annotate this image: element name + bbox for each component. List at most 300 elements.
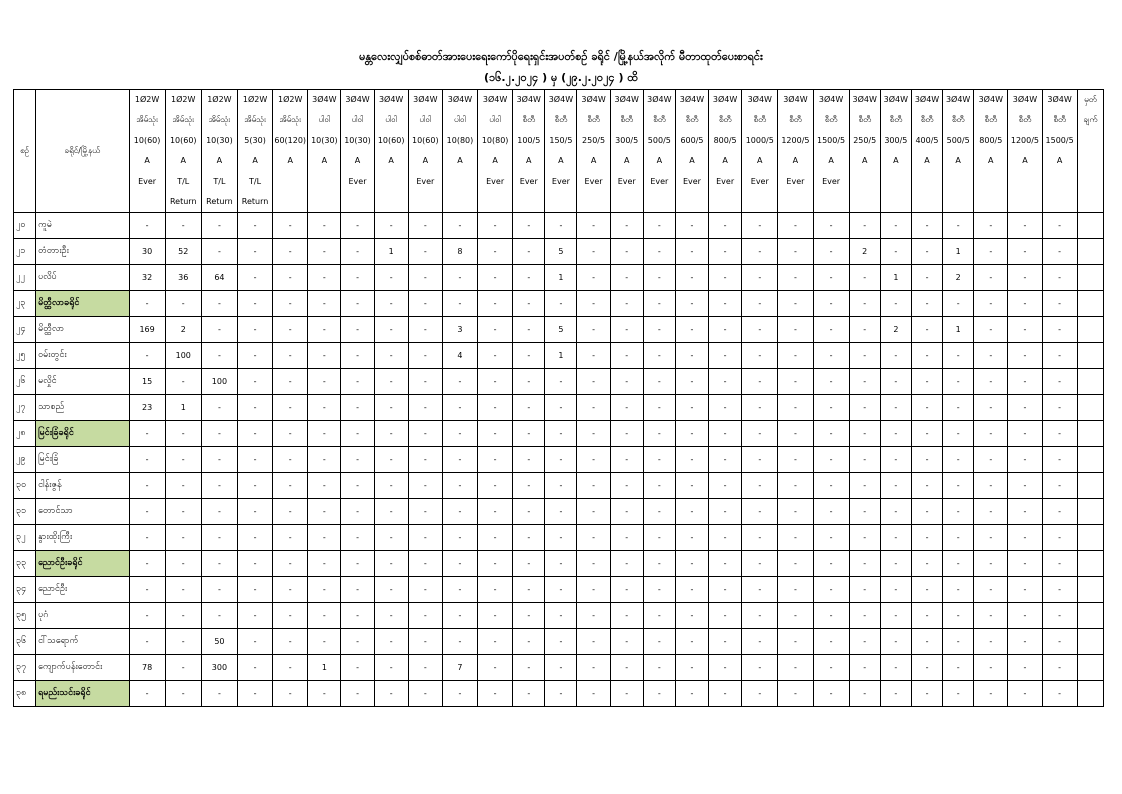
header-line: ပါဝါ xyxy=(385,115,398,125)
value-cell: - xyxy=(201,473,237,499)
value-cell: - xyxy=(442,369,477,395)
header-line: A xyxy=(893,156,899,166)
value-cell: - xyxy=(1042,239,1077,265)
value-cell: - xyxy=(849,629,880,655)
value-cell: - xyxy=(974,395,1008,421)
value-cell: - xyxy=(643,343,675,369)
township-name-cell: ညောင်ဦး xyxy=(36,577,129,603)
value-cell: - xyxy=(849,473,880,499)
value-cell: - xyxy=(880,369,911,395)
value-cell: - xyxy=(129,213,165,239)
serial-no-cell: ၂၉ xyxy=(14,447,36,473)
header-line xyxy=(443,192,477,212)
value-cell: 100 xyxy=(165,343,201,369)
value-cell: - xyxy=(778,525,813,551)
township-row xyxy=(14,603,1104,629)
value-cell: - xyxy=(1008,343,1042,369)
value-cell: - xyxy=(610,317,643,343)
township-row xyxy=(14,265,1104,291)
value-cell: - xyxy=(709,681,742,707)
value-cell: - xyxy=(165,525,201,551)
value-cell: - xyxy=(813,447,849,473)
header-line: 1Ø2W xyxy=(171,95,196,104)
value-cell: - xyxy=(742,447,778,473)
value-cell: - xyxy=(675,369,708,395)
serial-no-cell: ၃၂ xyxy=(14,525,36,551)
value-cell: - xyxy=(643,213,675,239)
header-meter-type xyxy=(1042,90,1077,213)
header-line: A xyxy=(422,156,429,166)
township-name-cell: တောင်သာ xyxy=(36,499,129,525)
value-cell: - xyxy=(273,265,308,291)
serial-no-cell: ၂၂ xyxy=(14,265,36,291)
value-cell: - xyxy=(742,551,778,577)
value-cell: - xyxy=(911,681,942,707)
remark-cell xyxy=(1077,213,1103,239)
value-cell: - xyxy=(643,577,675,603)
header-line: 3Ø4W xyxy=(378,95,404,104)
value-cell: 169 xyxy=(129,317,165,343)
header-line: Ever xyxy=(682,176,701,186)
value-cell: - xyxy=(709,447,742,473)
value-cell: - xyxy=(610,473,643,499)
header-meter-type xyxy=(1008,90,1042,213)
township-name-cell: တံတားဦး xyxy=(36,239,129,265)
value-cell: - xyxy=(129,551,165,577)
header-meter-type xyxy=(374,90,408,213)
value-cell: - xyxy=(849,447,880,473)
header-line: အိမ်သုံး xyxy=(136,115,158,125)
value-cell: - xyxy=(813,499,849,525)
value-cell: - xyxy=(201,213,237,239)
header-line xyxy=(881,192,911,212)
district-name-cell: ရမည်းသင်းခရိုင် xyxy=(36,681,129,707)
value-cell: - xyxy=(1042,395,1077,421)
value-cell: 30 xyxy=(129,239,165,265)
value-cell: - xyxy=(709,265,742,291)
header-line xyxy=(1043,172,1077,192)
value-cell: - xyxy=(849,343,880,369)
value-cell: - xyxy=(610,551,643,577)
header-line: 3Ø4W xyxy=(712,95,738,104)
value-cell: - xyxy=(374,421,408,447)
header-line: အိမ်သုံး xyxy=(172,115,195,125)
header-line: A xyxy=(689,156,695,166)
value-cell: - xyxy=(742,525,778,551)
header-line: စီတီ xyxy=(685,115,699,125)
value-cell: - xyxy=(943,421,974,447)
value-cell: - xyxy=(129,447,165,473)
value-cell: - xyxy=(643,655,675,681)
header-line: Ever xyxy=(716,176,735,186)
value-cell: - xyxy=(408,421,442,447)
header-line: 400/5 xyxy=(915,135,939,145)
value-cell: - xyxy=(374,681,408,707)
value-cell: - xyxy=(1008,603,1042,629)
remark-cell xyxy=(1077,265,1103,291)
value-cell: - xyxy=(742,343,778,369)
value-cell: - xyxy=(577,655,610,681)
value-cell: - xyxy=(513,239,545,265)
value-cell: - xyxy=(911,343,942,369)
remark-cell xyxy=(1077,447,1103,473)
value-cell: 36 xyxy=(165,265,201,291)
value-cell: 1 xyxy=(880,265,911,291)
remark-cell xyxy=(1077,369,1103,395)
header-line: A xyxy=(287,156,293,166)
header-line: 10(30) xyxy=(311,135,338,145)
value-cell: - xyxy=(442,291,477,317)
value-cell: - xyxy=(742,577,778,603)
header-line: 3Ø4W xyxy=(548,95,574,104)
header-line xyxy=(709,192,741,212)
header-serial-no: စဉ် xyxy=(14,90,36,213)
serial-no-cell: ၃၁ xyxy=(14,499,36,525)
value-cell: 3 xyxy=(442,317,477,343)
header-meter-type xyxy=(237,90,272,213)
header-line: A xyxy=(828,156,834,166)
value-cell: - xyxy=(1042,473,1077,499)
value-cell: - xyxy=(643,681,675,707)
header-meter-type xyxy=(911,90,942,213)
value-cell: - xyxy=(341,369,374,395)
value-cell: - xyxy=(374,473,408,499)
value-cell: - xyxy=(442,525,477,551)
value-cell: - xyxy=(165,603,201,629)
value-cell: - xyxy=(610,603,643,629)
header-line: စီတီ xyxy=(1053,115,1066,125)
header-line: 500/5 xyxy=(946,135,970,145)
value-cell: - xyxy=(478,265,513,291)
value-cell: - xyxy=(341,499,374,525)
remark-cell xyxy=(1077,343,1103,369)
value-cell: - xyxy=(129,603,165,629)
value-cell: - xyxy=(513,629,545,655)
header-meter-type xyxy=(201,90,237,213)
header-line xyxy=(676,192,708,212)
township-name-cell: ကူမဲ xyxy=(36,213,129,239)
header-line: စီတီ xyxy=(920,115,934,125)
value-cell: - xyxy=(742,473,778,499)
value-cell: - xyxy=(709,655,742,681)
township-row xyxy=(14,239,1104,265)
value-cell: - xyxy=(545,369,577,395)
value-cell: - xyxy=(408,317,442,343)
header-line: စီတီ xyxy=(952,115,965,125)
value-cell: - xyxy=(849,317,880,343)
value-cell: - xyxy=(1008,473,1042,499)
header-line: 3Ø4W xyxy=(516,95,541,104)
value-cell: - xyxy=(675,525,708,551)
district-name-cell: ညောင်ဦးခရိုင် xyxy=(36,551,129,577)
value-cell: - xyxy=(478,681,513,707)
serial-no-cell: ၃၆ xyxy=(14,629,36,655)
value-cell: - xyxy=(974,421,1008,447)
header-line: 10(30) xyxy=(344,135,371,145)
header-meter-type xyxy=(675,90,708,213)
value-cell: - xyxy=(849,681,880,707)
value-cell: - xyxy=(974,213,1008,239)
value-cell: - xyxy=(974,499,1008,525)
value-cell: - xyxy=(308,629,341,655)
value-cell: - xyxy=(129,499,165,525)
district-name-cell: မြင်းခြံခရိုင် xyxy=(36,421,129,447)
value-cell: - xyxy=(643,421,675,447)
value-cell: - xyxy=(675,577,708,603)
value-cell: - xyxy=(374,525,408,551)
value-cell: - xyxy=(911,317,942,343)
value-cell: - xyxy=(308,291,341,317)
header-line: ချက် xyxy=(1083,115,1098,125)
header-line: A xyxy=(924,156,930,166)
value-cell: - xyxy=(1042,629,1077,655)
header-meter-type xyxy=(341,90,374,213)
header-meter-type xyxy=(129,90,165,213)
township-row xyxy=(14,343,1104,369)
value-cell: - xyxy=(675,551,708,577)
township-name-cell: မိတ္ထီလာ xyxy=(36,317,129,343)
value-cell: - xyxy=(675,317,708,343)
header-line: Return xyxy=(169,196,197,206)
value-cell: - xyxy=(778,239,813,265)
value-cell: - xyxy=(408,343,442,369)
value-cell: - xyxy=(577,551,610,577)
value-cell: - xyxy=(849,421,880,447)
value-cell: - xyxy=(974,369,1008,395)
header-line xyxy=(611,192,643,212)
value-cell: - xyxy=(273,473,308,499)
value-cell: - xyxy=(273,681,308,707)
serial-no-cell: ၃၇ xyxy=(14,655,36,681)
value-cell: 2 xyxy=(880,317,911,343)
value-cell: - xyxy=(374,213,408,239)
district-row xyxy=(14,551,1104,577)
header-line xyxy=(644,192,675,212)
header-line: 1500/5 xyxy=(817,135,846,145)
value-cell: - xyxy=(165,655,201,681)
value-cell: - xyxy=(545,681,577,707)
value-cell: - xyxy=(408,525,442,551)
value-cell: - xyxy=(813,681,849,707)
value-cell: - xyxy=(849,265,880,291)
value-cell: - xyxy=(165,473,201,499)
value-cell: - xyxy=(408,265,442,291)
header-line: စီတီ xyxy=(653,115,666,125)
header-line xyxy=(375,172,408,192)
value-cell: - xyxy=(308,551,341,577)
value-cell: - xyxy=(675,265,708,291)
value-cell: - xyxy=(778,369,813,395)
value-cell: - xyxy=(341,473,374,499)
value-cell: - xyxy=(880,603,911,629)
header-line: ပါဝါ xyxy=(454,115,466,125)
value-cell: 2 xyxy=(165,317,201,343)
value-cell: - xyxy=(513,369,545,395)
value-cell: - xyxy=(643,369,675,395)
value-cell: - xyxy=(709,239,742,265)
value-cell: - xyxy=(943,499,974,525)
value-cell: - xyxy=(273,551,308,577)
header-line: A xyxy=(252,156,258,166)
value-cell: - xyxy=(643,239,675,265)
value-cell: - xyxy=(610,499,643,525)
serial-no-cell: ၃၀ xyxy=(14,473,36,499)
township-row xyxy=(14,317,1104,343)
remark-cell xyxy=(1077,421,1103,447)
value-cell: - xyxy=(675,421,708,447)
value-cell: - xyxy=(849,369,880,395)
value-cell: - xyxy=(577,525,610,551)
value-cell: - xyxy=(911,291,942,317)
value-cell: - xyxy=(880,421,911,447)
header-line: 3Ø4W xyxy=(312,95,337,104)
header-line: 300/5 xyxy=(615,135,639,145)
value-cell: 15 xyxy=(129,369,165,395)
value-cell: - xyxy=(545,291,577,317)
value-cell: - xyxy=(341,603,374,629)
value-cell: - xyxy=(442,551,477,577)
remark-cell xyxy=(1077,499,1103,525)
value-cell: - xyxy=(374,447,408,473)
township-name-cell: မြင်းခြံ xyxy=(36,447,129,473)
header-line: 3Ø4W xyxy=(747,95,772,104)
header-line: 3Ø4W xyxy=(883,95,909,104)
value-cell: - xyxy=(478,213,513,239)
value-cell: - xyxy=(577,421,610,447)
value-cell: - xyxy=(778,499,813,525)
header-line: 500/5 xyxy=(647,135,671,145)
value-cell: - xyxy=(709,421,742,447)
value-cell: - xyxy=(165,551,201,577)
value-cell: - xyxy=(849,655,880,681)
value-cell: - xyxy=(308,239,341,265)
value-cell: - xyxy=(308,525,341,551)
value-cell: - xyxy=(545,499,577,525)
value-cell: - xyxy=(545,655,577,681)
value-cell: - xyxy=(577,629,610,655)
value-cell: - xyxy=(545,473,577,499)
value-cell: - xyxy=(974,655,1008,681)
header-line xyxy=(308,172,340,192)
header-line: 600/5 xyxy=(680,135,704,145)
value-cell: - xyxy=(813,473,849,499)
header-line xyxy=(1008,172,1041,192)
value-cell: - xyxy=(974,447,1008,473)
header-line: T/L xyxy=(249,176,262,186)
header-meter-type xyxy=(742,90,778,213)
value-cell: - xyxy=(374,655,408,681)
value-cell: - xyxy=(478,291,513,317)
value-cell: - xyxy=(237,395,272,421)
value-cell: - xyxy=(408,629,442,655)
header-line: Ever xyxy=(650,176,669,186)
header-line: A xyxy=(656,156,663,166)
remark-cell xyxy=(1077,291,1103,317)
value-cell: - xyxy=(880,681,911,707)
value-cell: - xyxy=(478,395,513,421)
value-cell: - xyxy=(273,447,308,473)
township-name-cell: သာစည် xyxy=(36,395,129,421)
value-cell: - xyxy=(1008,681,1042,707)
value-cell: - xyxy=(408,681,442,707)
header-line: 3Ø4W xyxy=(482,95,508,104)
header-line: ပါဝါ xyxy=(351,115,364,125)
value-cell: - xyxy=(675,681,708,707)
header-line: Return xyxy=(206,196,233,206)
value-cell: - xyxy=(513,291,545,317)
value-cell: - xyxy=(545,629,577,655)
value-cell: 8 xyxy=(442,239,477,265)
value-cell: - xyxy=(513,525,545,551)
value-cell: 1 xyxy=(308,655,341,681)
value-cell: - xyxy=(577,577,610,603)
header-line xyxy=(912,172,942,192)
header-line: 1Ø2W xyxy=(134,95,160,104)
value-cell: - xyxy=(911,655,942,681)
value-cell: - xyxy=(408,499,442,525)
header-line: အိမ်သုံး xyxy=(244,115,266,125)
header-line: စီတီ xyxy=(587,115,600,125)
header-line xyxy=(881,172,911,192)
header-line xyxy=(742,192,777,212)
value-cell: - xyxy=(442,499,477,525)
serial-no-cell: ၂၄ xyxy=(14,317,36,343)
serial-no-cell: ၂၃ xyxy=(14,291,36,317)
value-cell: - xyxy=(675,447,708,473)
value-cell: - xyxy=(709,603,742,629)
value-cell: - xyxy=(408,577,442,603)
value-cell: - xyxy=(610,577,643,603)
value-cell: - xyxy=(442,577,477,603)
header-line: 3Ø4W xyxy=(852,95,877,104)
value-cell: - xyxy=(1042,447,1077,473)
value-cell: - xyxy=(341,317,374,343)
value-cell: - xyxy=(1042,421,1077,447)
header-line: A xyxy=(955,156,961,166)
value-cell: - xyxy=(675,213,708,239)
value-cell: - xyxy=(1008,525,1042,551)
township-row xyxy=(14,369,1104,395)
value-cell: - xyxy=(129,343,165,369)
value-cell: - xyxy=(478,655,513,681)
value-cell: - xyxy=(880,629,911,655)
value-cell: - xyxy=(610,213,643,239)
header-line: စီတီ xyxy=(1018,115,1032,125)
value-cell: - xyxy=(237,577,272,603)
value-cell: - xyxy=(129,421,165,447)
value-cell: - xyxy=(374,291,408,317)
value-cell: - xyxy=(943,603,974,629)
header-line: Return xyxy=(241,196,269,206)
value-cell: - xyxy=(709,525,742,551)
value-cell: - xyxy=(742,499,778,525)
value-cell: - xyxy=(408,551,442,577)
value-cell: - xyxy=(341,421,374,447)
value-cell: - xyxy=(201,239,237,265)
value-cell: - xyxy=(911,577,942,603)
value-cell: - xyxy=(374,265,408,291)
township-name-cell: ငါန်းဇွန် xyxy=(36,473,129,499)
value-cell: - xyxy=(201,421,237,447)
value-cell: - xyxy=(778,681,813,707)
value-cell: - xyxy=(201,551,237,577)
value-cell: - xyxy=(880,395,911,421)
value-cell: - xyxy=(880,525,911,551)
value-cell: - xyxy=(201,525,237,551)
value-cell: - xyxy=(1008,395,1042,421)
value-cell: - xyxy=(308,473,341,499)
remark-cell xyxy=(1077,551,1103,577)
